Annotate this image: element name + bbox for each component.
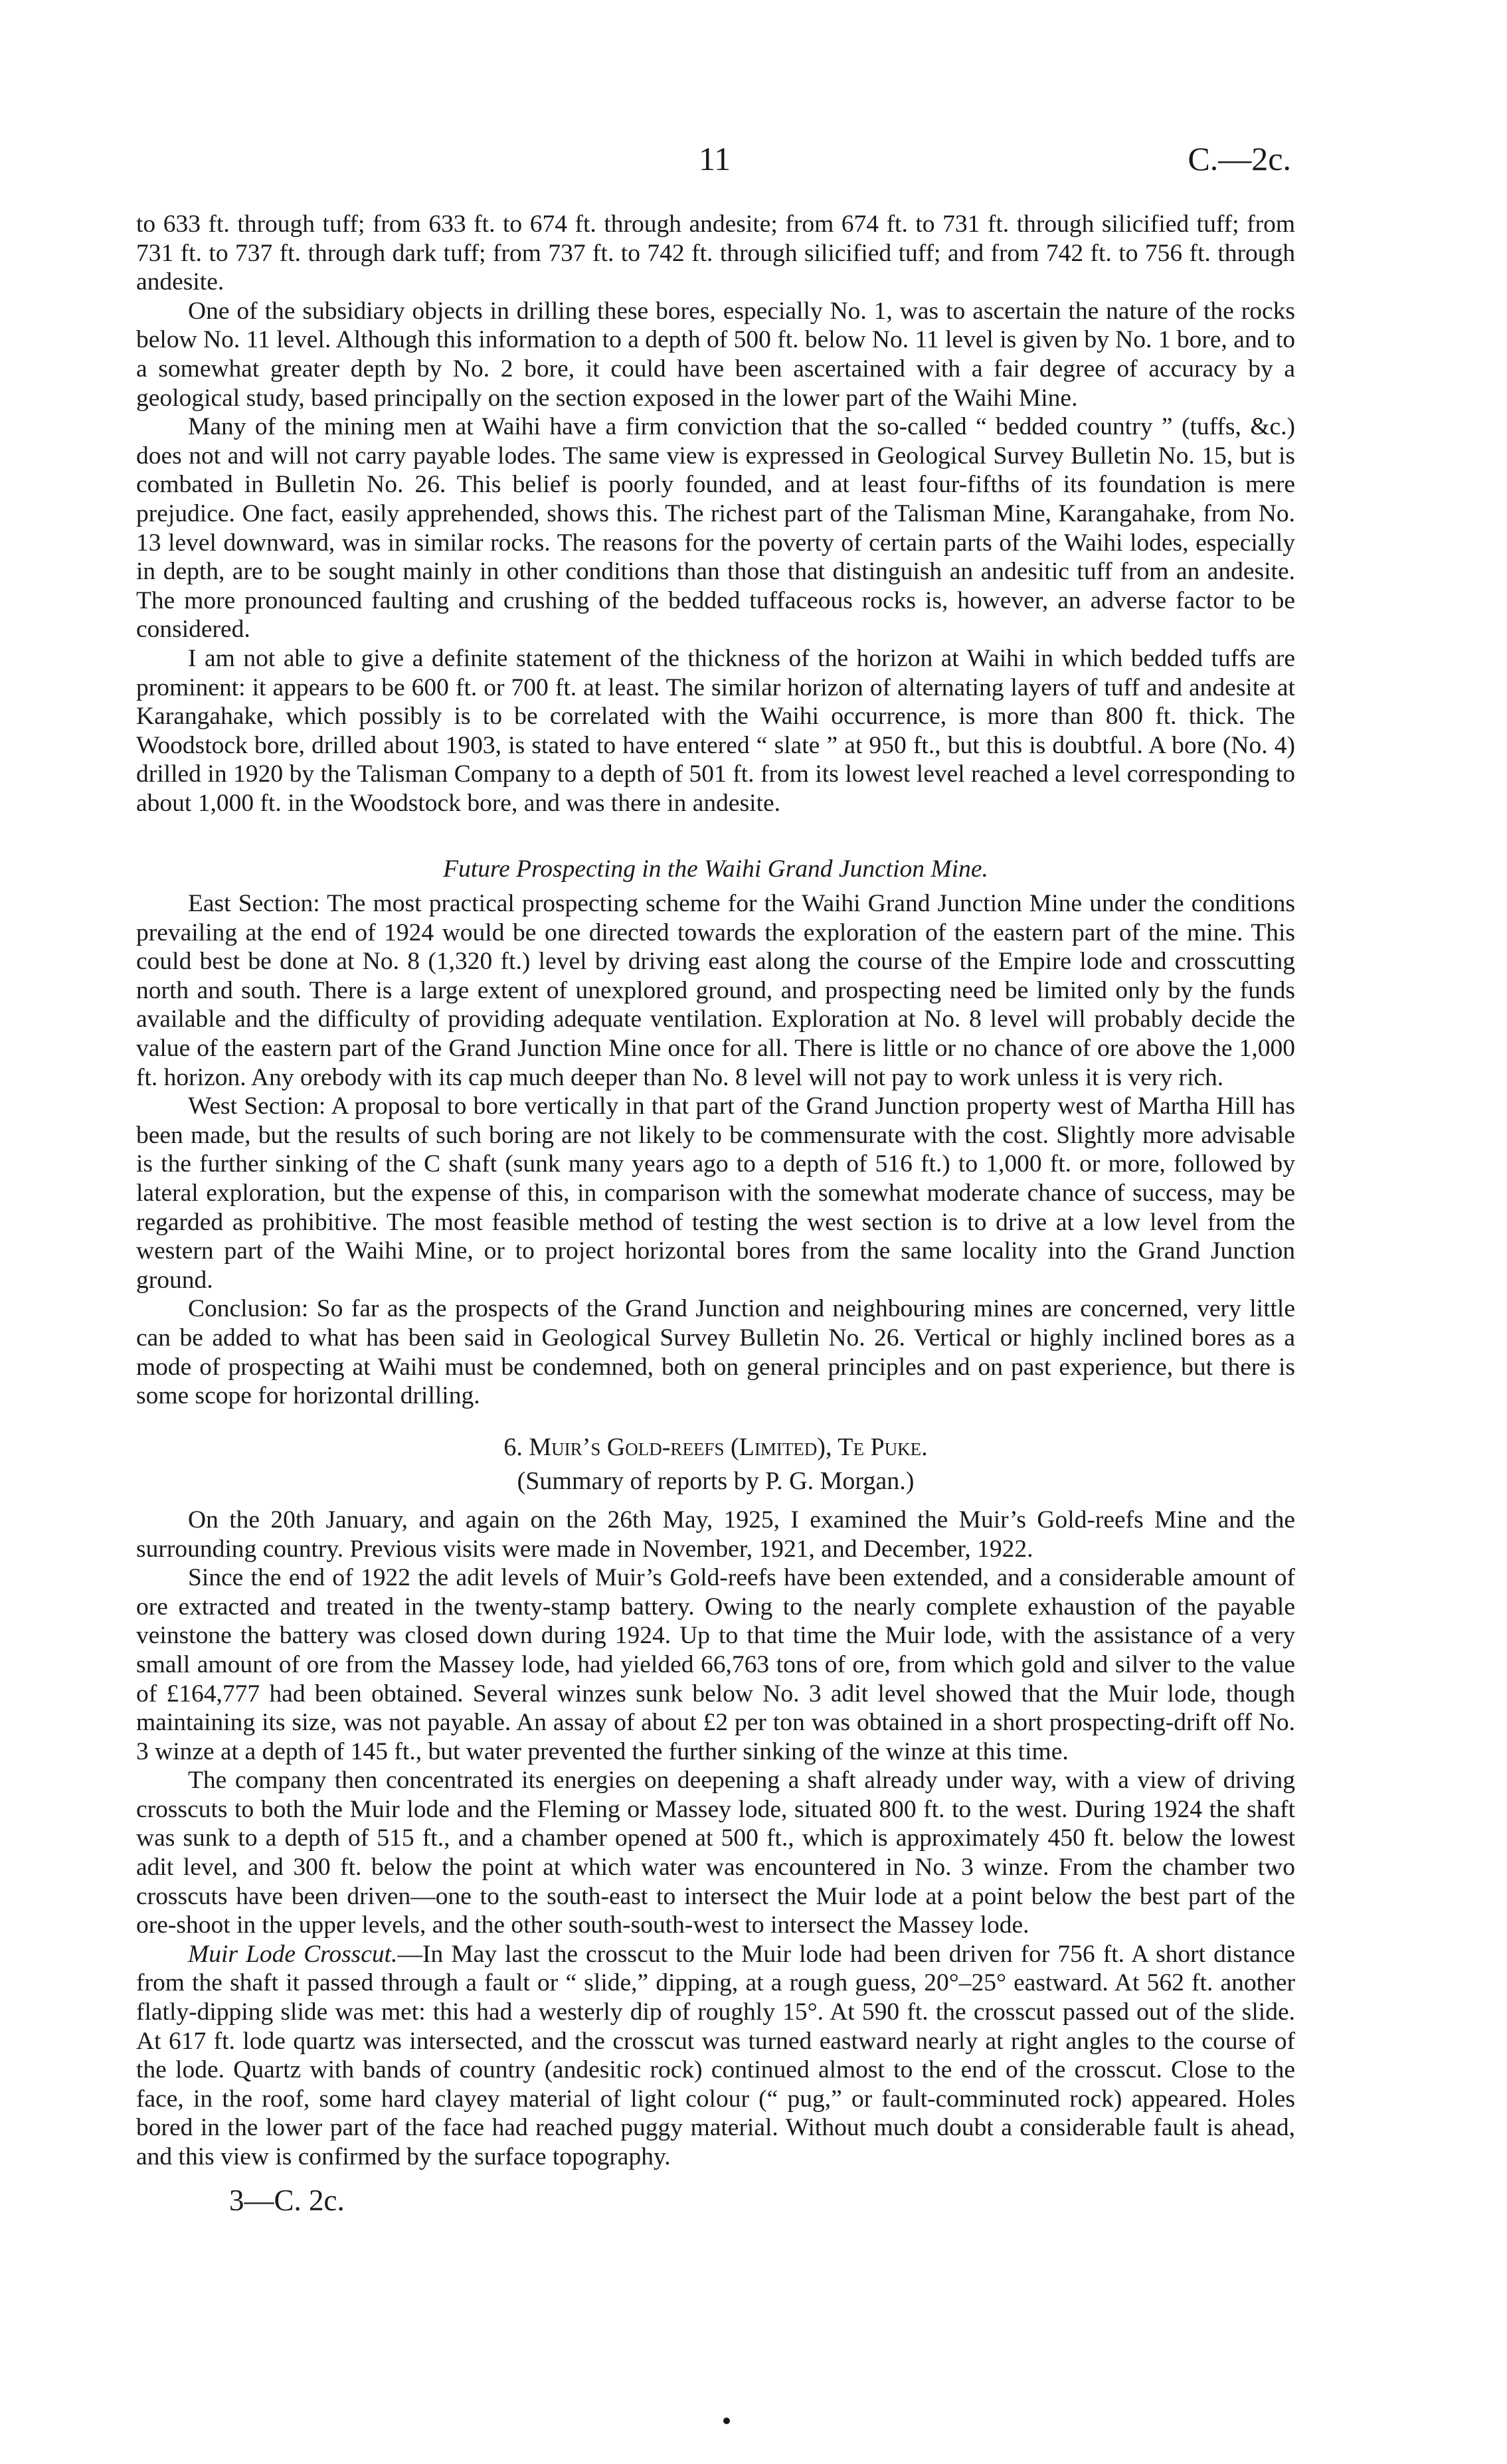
paragraph: Many of the mining men at Waihi have a firm conviction that the so-called “ bedded country ” (tuffs, &c.) does not and will not carry payable lodes. The same view is expressed in Geological Survey Bulletin No. 15, but is combated in Bulletin No. 26. This belief is poorly founded, and at least four-fifths of its foundation is mere prejudice. One fact, easily apprehended, shows this. The richest part of the Talisman Mine, Karangahake, from No. 13 level downward, was in similar rocks. The reasons for the poverty of certain parts of the Waihi lodes, especially in depth, are to be sought mainly in other conditions than those that distinguish an andesitic tuff from an andesite. The more pronounced faulting and crushing of the bedded tuffaceous rocks is, however, an adverse factor to be considered. — [136, 413, 1295, 644]
paragraph: One of the subsidiary objects in drilling these bores, especially No. 1, was to ascertain the nature of the rocks below No. 11 level. Although this information to a depth of 500 ft. below No. 11 level is given by No. 1 bore, and to a somewhat greater depth by No. 2 bore, it could have been ascertained with a fair degree of accuracy by a geological study, based principally on the section exposed in the lower part of the Waihi Mine. — [136, 297, 1295, 412]
paragraph-continuation: to 633 ft. through tuff; from 633 ft. to 674 ft. through andesite; from 674 ft. to 731 ft. through silicified tuff; from 731 ft. to 737 ft. through dark tuff; from 737 ft. to 742 ft. through silicified tuff; and from 742 ft. to 756 ft. through andesite. — [136, 211, 1295, 296]
east-section-paragraph: East Section: The most practical prospecting scheme for the Waihi Grand Junction Mine under the conditions prevailing at the end of 1924 would be one directed towards the exploration of the eastern part of the mine. This could best be done at No. 8 (1,320 ft.) level by driving east along the course of the Empire lode and crosscutting north and south. There is a large extent of unexplored ground, and prospecting need be limited only by the funds available and the difficulty of providing adequate ventilation. Exploration at No. 8 level will probably decide the value of the eastern part of the Grand Junction Mine once for all. There is little or no chance of ore above the 1,000 ft. horizon. Any orebody with its cap much deeper than No. 8 level will not pay to work unless it is very rich. — [136, 890, 1295, 1091]
page-number: 11 — [699, 140, 731, 177]
west-section-paragraph: West Section: A proposal to bore vertically in that part of the Grand Junction property west of Martha Hill has been made, but the results of such boring are not likely to be commensurate with the cost. Slightly more advisable is the further sinking of the C shaft (sunk many years ago to a depth of 516 ft.) to 1,000 ft. or more, followed by lateral exploration, but the expense of this, in comparison with the somewhat moderate chance of success, may be regarded as prohibitive. The most feasible method of testing the west section is to drive at a low level from the western part of the Waihi Mine, or to project horizontal bores from the same locality into the Grand Junction ground. — [136, 1093, 1295, 1294]
future-prospecting-heading: Future Prospecting in the Waihi Grand Junction Mine. — [443, 855, 988, 883]
muir-section-subtitle: (Summary of reports by P. G. Morgan.) — [517, 1467, 915, 1496]
bottom-dot — [723, 2418, 730, 2424]
paragraph: I am not able to give a definite statement of the thickness of the horizon at Waihi in which bedded tuffs are prominent: it appears to be 600 ft. or 700 ft. at least. The similar horizon of alternating layers of tuff and andesite at Karangahake, which possibly is to be correlated with the Waihi occurrence, is more than 800 ft. thick. The Woodstock bore, drilled about 1903, is stated to have entered “ slate ” at 950 ft., but this is doubtful. A bore (No. 4) drilled in 1920 by the Talisman Company to a depth of 501 ft. from its lowest level reached a level corresponding to about 1,000 ft. in the Woodstock bore, and was there in andesite. — [136, 644, 1295, 817]
paragraph: The company then concentrated its energies on deepening a shaft already under way, with a view of driving crosscuts to both the Muir lode and the Fleming or Massey lode, situated 800 ft. to the west. During 1924 the shaft was sunk to a depth of 515 ft., and a chamber opened at 500 ft., which is approximately 450 ft. below the lowest adit level, and 300 ft. below the point at which water was encountered in No. 3 winze. From the chamber two crosscuts have been driven—one to the south-east to intersect the Muir lode at a point below the best part of the ore-shoot in the upper levels, and the other south-south-west to intersect the Massey lode. — [136, 1767, 1295, 1939]
crosscut-label: Muir Lode Crosscut. — [188, 1940, 398, 1968]
document-reference: C.—2c. — [1188, 140, 1291, 177]
page-header — [0, 139, 1507, 179]
signature-mark: 3—C. 2c. — [229, 2183, 345, 2217]
muir-lode-crosscut-paragraph — [136, 1940, 1295, 2172]
muir-section-title: 6. Muir’s Gold-reefs (Limited), Te Puke. — [503, 1433, 928, 1461]
crosscut-text: —In May last the crosscut to the Muir lode had been driven for 756 ft. A short distance from the shaft it passed through a fault or “ slide,” dipping, at a rough guess, 20°–25° eastward. At 562 ft. another flatly-dipping slide was met: this had a westerly dip of roughly 15°. At 590 ft. the crosscut passed out of the slide. At 617 ft. lode quartz was intersected, and the crosscut was turned eastward nearly at right angles to the course of the lode. Quartz with bands of country (andesitic rock) continued almost to the end of the crosscut. Close to the face, in the roof, some hard clayey material of light colour (“ pug,” or fault-comminuted rock) appeared. Holes bored in the lower part of the face had reached puggy material. Without much doubt a considerable fault is ahead, and this view is confirmed by the surface topography. — [136, 1940, 1295, 2170]
paragraph: Since the end of 1922 the adit levels of Muir’s Gold-reefs have been extended, and a considerable amount of ore extracted and treated in the twenty-stamp battery. Owing to the nearly complete exhaustion of the payable veinstone the battery was closed down during 1924. Up to that time the Muir lode, with the assistance of a very small amount of ore from the Massey lode, had yielded 66,763 tons of ore, from which gold and silver to the value of £164,777 had been obtained. Several winzes sunk below No. 3 adit level showed that the Muir lode, though maintaining its size, was not payable. An assay of about £2 per ton was obtained in a short prospecting-drift off No. 3 winze at a depth of 145 ft., but water prevented the further sinking of the winze at this time. — [136, 1564, 1295, 1765]
conclusion-paragraph: Conclusion: So far as the prospects of the Grand Junction and neighbouring mines are concerned, very little can be added to what has been said in Geological Survey Bulletin No. 26. Vertical or highly inclined bores as a mode of prospecting at Waihi must be condemned, both on general principles and on past experience, but there is some scope for horizontal drilling. — [136, 1295, 1295, 1410]
body-text — [136, 210, 1295, 2215]
paragraph: On the 20th January, and again on the 26th May, 1925, I examined the Muir’s Gold-reefs Mine and the surrounding country. Previous visits were made in November, 1921, and December, 1922. — [136, 1506, 1295, 1563]
